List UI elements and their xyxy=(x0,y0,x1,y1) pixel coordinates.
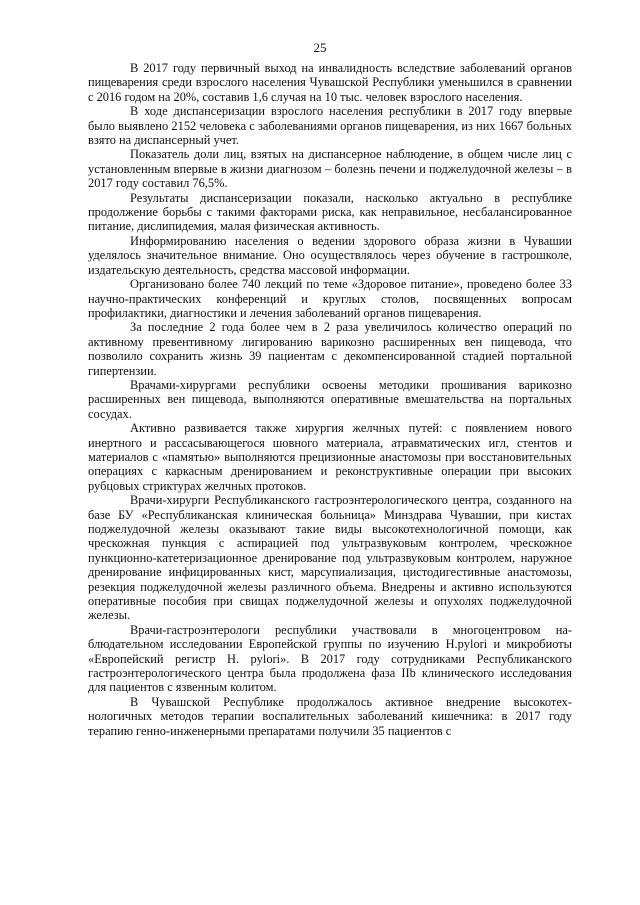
paragraph-gastro-center: Врачи-хирурги Республиканского гастроэнтерологического центра, созданного на базе БУ «Республиканская клиническая больница» Минздрава Чувашии, при кистах поджелудочной железы оказывают такие виды высокотехнологичной помощи, как чрескожная пункция с аспирацией под ультразвуковым контролем, чрескожное пункционно-катетеризационное дренирование под ультразвуковым контролем, наружное дренирование инфицированных кист, марсупиализация, цистодигестивные анастомозы, резекция поджелудочной железы различного объема. Внедрены и активно используются оперативные пособия при свищах поджелудочной железы и опухолях поджелудочной железы. xyxy=(88,493,572,623)
paragraph-gastroenterologists: Врачи-гастроэнтерологи республики участвовали в многоцентровом наблюдательном исследовании Европейской группы по изучению H.pylori и микробиоты «Европейский регистр H. pylori». В 2017 году сотрудниками Республиканского гастроэнтерологического центра была продолжена фаза IIb клинического исследования для пациентов с язвенным колитом. xyxy=(88,622,572,695)
paragraph-dispensary-share: Показатель доли лиц, взятых на диспансерное наблюдение, в общем числе лиц с установленным впервые в жизни диагнозом – болезнь печени и поджелудочной железы – в 2017 году составил 76,5%. xyxy=(88,147,572,191)
paragraph-biliary-surgery: Активно развивается также хирургия желчных путей: с появлением нового инертного и рассасывающегося шовного материала, атравматических игл, стентов и материалов с «памятью» выполняются прецизионные анастомозы при восстановительных операциях с каркасным дренированием и реконструктивные операции при высоких рубцовых стриктурах желчных протоков. xyxy=(88,421,572,493)
paragraph-disability: В 2017 году первичный выход на инвалидность вследствие заболеваний органов пищеварения среди взрослого населения Чувашской Республики уменьшился в сравнении с 2016 годом на 20%, составив 1,6 случая на 10 тыс. человек взрослого населения. xyxy=(88,61,572,104)
paragraph-ibd-therapy: В Чувашской Республике продолжалось активное внедрение высокотехнологичных методов терапии воспалительных заболеваний кишечника: в 2017 году терапию генно-инженерными препаратами получили 35 пациентов с xyxy=(88,694,572,738)
body-text xyxy=(88,61,572,738)
page-number: 25 xyxy=(313,40,327,55)
paragraph-healthy-lifestyle: Информированию населения о ведении здорового образа жизни в Чувашии уделялось значительное внимание. Оно осуществлялось через обучение в гастрошколе, издательскую деятельность, средства массовой информации. xyxy=(88,233,572,277)
paragraph-surgeons-methods: Врачами-хирургами республики освоены методики прошивания варикозно расширенных вен пищевода, выполняются оперативные вмешательства на портальных сосудах. xyxy=(88,377,572,421)
paragraph-risk-factors: Результаты диспансеризации показали, насколько актуально в республике продолжение борьбы с такими факторами риска, как неправильное, несбалансированное питание, дислипидемия, малая физическая активность. xyxy=(88,190,572,234)
paragraph-screening: В ходе диспансеризации взрослого населения республики в 2017 году впервые было выявлено 2152 человека с заболеваниями органов пищеварения, из них 1667 больных взято на диспансерный учет. xyxy=(88,104,572,148)
paragraph-lectures: Организовано более 740 лекций по теме «Здоровое питание», проведено более 33 научно-практических конференций и круглых столов, посвященных вопросам профилактики, диагностики и лечения заболеваний органов пищеварения. xyxy=(88,277,572,320)
paragraph-ligation: За последние 2 года более чем в 2 раза увеличилось количество операций по активному превентивному лигированию варикозно расширенных вен пищевода, что позволило сохранить жизнь 39 пациентам с декомпенсированной стадией портальной гипертензии. xyxy=(88,320,572,378)
